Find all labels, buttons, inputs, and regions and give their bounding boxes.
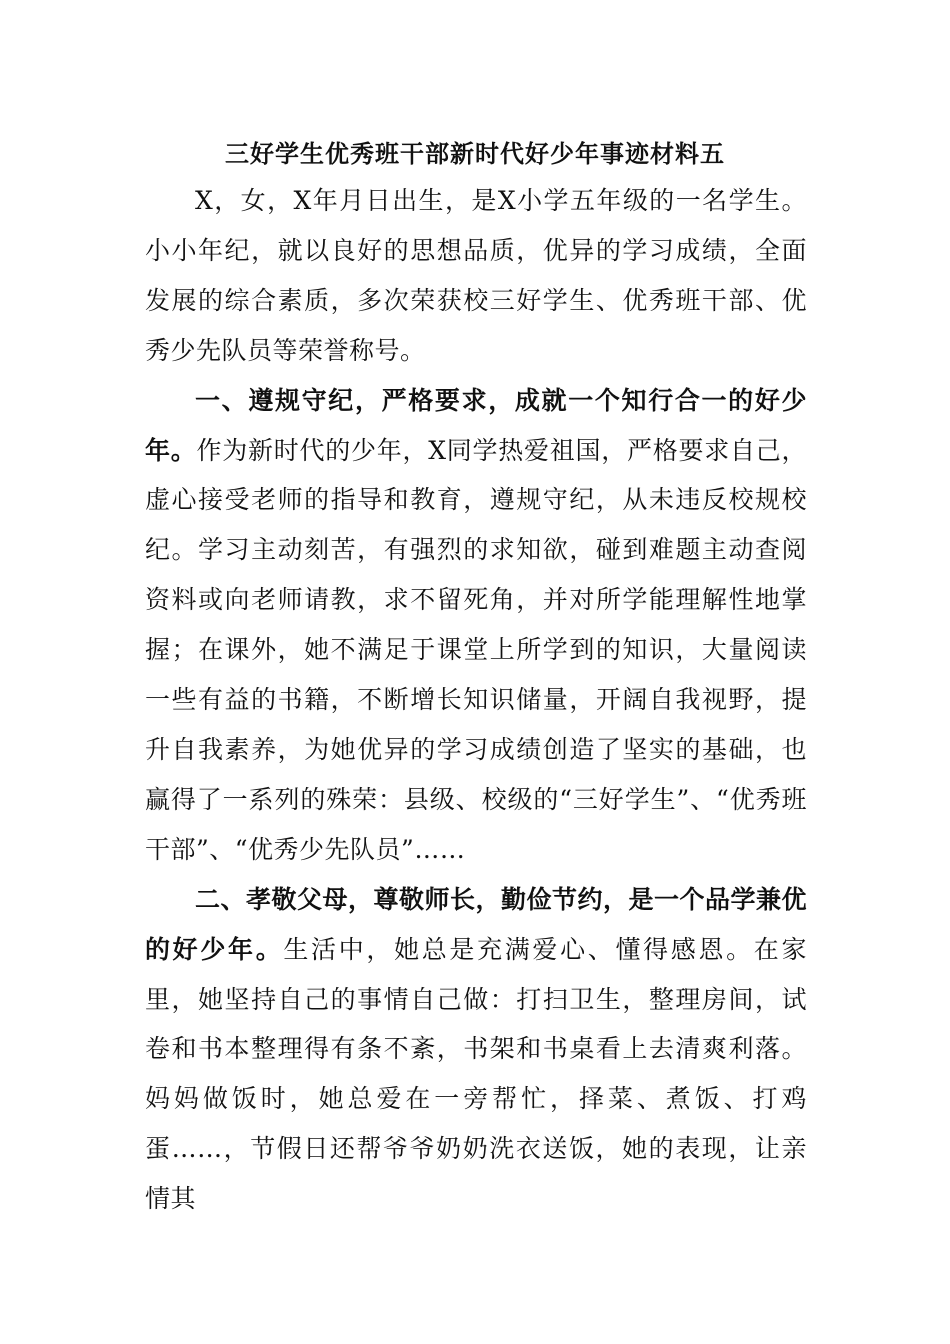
document-title: 三好学生优秀班干部新时代好少年事迹材料五 xyxy=(225,139,725,168)
document-body xyxy=(145,176,807,1224)
paragraph-section-two xyxy=(145,875,807,1224)
section-one-heading: 一、遵规守纪，严格要求，成就一个知行合一的好少年。 xyxy=(145,385,807,465)
paragraph-intro xyxy=(145,176,807,376)
section-two-text: 生活中，她总是充满爱心、懂得感恩。在家里，她坚持自己的事情自己做：打扫卫生，整理房间，试卷和书本整理得有条不紊，书架和书桌看上去清爽利落。妈妈做饭时，她总爱在一旁帮忙，择菜、煮饭、打鸡蛋……，节假日还帮爷爷奶奶洗衣送饭，她的表现，让亲情其 xyxy=(145,934,807,1214)
paragraph-section-one xyxy=(145,376,807,875)
section-one-text: 作为新时代的少年，X同学热爱祖国，严格要求自己，虚心接受老师的指导和教育，遵规守纪，从未违反校规校纪。学习主动刻苦，有强烈的求知欲，碰到难题主动查阅资料或向老师请教，求不留死角，并对所学能理解性地掌握；在课外，她不满足于课堂上所学到的知识，大量阅读一些有益的书籍，不断增长知识储量，开阔自我视野，提升自我素养，为她优异的学习成绩创造了坚实的基础，也赢得了一系列的殊荣：县级、校级的“三好学生”、“优秀班干部”、“优秀少先队员”…… xyxy=(145,435,807,864)
paragraph-intro-text: X，女，X年月日出生，是X小学五年级的一名学生。小小年纪，就以良好的思想品质，优异的学习成绩，全面发展的综合素质，多次荣获校三好学生、优秀班干部、优秀少先队员等荣誉称号。 xyxy=(145,186,807,365)
section-two-heading: 二、孝敬父母，尊敬师长，勤俭节约，是一个品学兼优的好少年。 xyxy=(145,884,808,964)
